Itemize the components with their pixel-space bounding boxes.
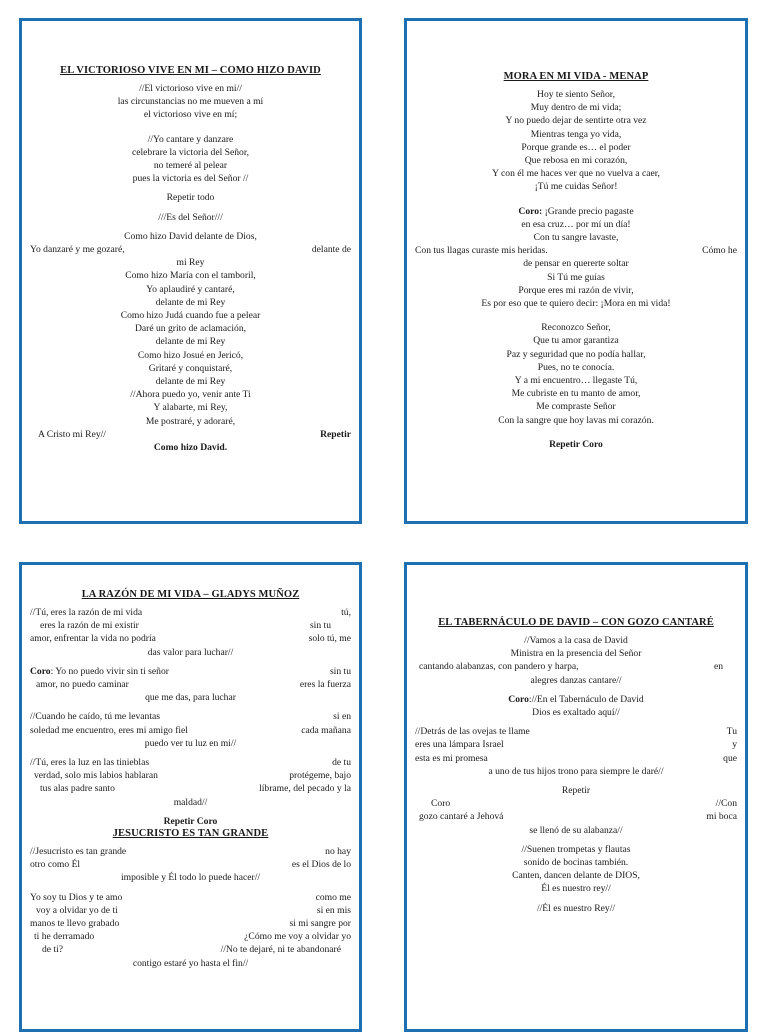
lyric-text: mi boca [706,811,737,823]
lyric-line: Que rebosa en mi corazón, [524,155,628,167]
lyric-line: Dios es exaltado aquí// [532,707,620,719]
lyric-text: A Cristo mi Rey// [38,428,106,440]
lyric-text: como me [315,891,351,903]
lyric-text: : Yo no puedo vivir sin ti señor [50,665,169,677]
lyric-line: das valor para luchar// [147,646,234,658]
lyric-line: Es por eso que te quiero decir: ¡Mora en mi vida! [481,298,671,310]
card-title: MORA EN MI VIDA - MENAP [503,71,649,82]
chorus-label: Coro: [518,205,543,217]
lyric-line: //Suenen trompetas y flautas [521,843,631,855]
lyric-line: //El victorioso vive en mi// [139,83,242,94]
lyric-line: Como hizo María con el tamboril, [125,270,256,282]
lyric-line: no temeré al pelear [153,160,228,172]
lyric-row [415,660,737,673]
lyric-text: Yo danzaré y me gozaré, [30,244,125,256]
lyric-row [30,858,351,871]
lyric-row [30,756,351,769]
lyric-line: Hoy te siento Señor, [537,89,615,100]
lyric-row [30,782,351,795]
lyric-row [415,810,737,823]
lyric-text: cada mañana [301,724,351,736]
lyric-text: si en [333,711,351,723]
lyric-text: de tu [332,757,351,769]
lyric-line: imposible y Él todo lo puede hacer// [120,872,261,884]
lyric-line: Repetir Coro [549,438,603,450]
lyric-line: puedo ver tu luz en mi// [144,737,237,749]
lyric-line: alegres danzas cantare// [530,674,622,686]
lyric-line: en esa cruz… por mí un día! [521,218,631,230]
lyric-line: Repetir todo [166,192,215,204]
lyric-text: //Tú, eres la razón de mi vida [30,607,143,618]
lyric-text: voy a olvidar yo de ti [36,904,118,916]
card-subtitle: JESUCRISTO ES TAN GRANDE [112,828,269,840]
lyric-line: Él es nuestro rey// [541,883,611,895]
lyric-line: Y alabarte, mi Rey, [153,402,228,414]
lyric-text: si en mis [316,904,351,916]
lyric-line: Que tu amor garantiza [533,335,619,347]
lyric-text: tú, [341,607,351,618]
lyric-text: líbrame, del pecado y la [259,783,351,795]
lyric-line: Y a mi encuentro… llegaste Tú, [514,375,638,387]
lyric-text: ti he derramado [34,931,95,943]
lyric-text: gozo cantaré a Jehová [419,811,504,823]
lyric-line: Paz y seguridad que no podía hallar, [506,348,646,360]
lyric-line: mi Rey [176,257,205,269]
lyric-text: Cómo he [702,245,737,257]
lyric-row [30,917,351,930]
lyric-line: a uno de tus hijos trono para siempre le daré// [488,765,664,777]
lyric-line: delante de mi Rey [155,296,226,308]
lyric-line: Reconozco Señor, [541,322,611,334]
lyric-text: Repetir [320,428,351,440]
lyric-row [415,738,737,751]
lyric-row [30,930,351,943]
lyric-text: eres la fuerza [299,679,351,691]
lyric-line [415,205,737,218]
lyric-text: que [723,752,737,764]
lyric-row [30,769,351,782]
chorus-label: Coro [30,665,51,677]
lyric-line: Y no puedo dejar de sentirte otra vez [505,115,647,127]
lyric-line: ¡Tú me cuidas Señor! [534,181,618,193]
lyric-text: sin tu [309,620,331,632]
lyric-text: eres la razón de mi existir [40,620,139,632]
lyric-text: de ti? [42,944,64,956]
lyric-row [30,710,351,723]
lyric-line: Muy dentro de mi vida; [530,102,622,114]
lyric-text [30,665,169,678]
lyric-line: Pues, no te conocía. [537,361,615,373]
lyric-line: Como hizo Judá cuando fue a pelear [120,310,261,322]
lyric-line: Gritaré y conquistaré, [148,362,233,374]
lyric-text: delante de [311,244,351,256]
lyric-text: //Jesucristo es tan grande [30,846,127,858]
lyric-text: Coro [431,798,451,810]
lyric-text: es el Dios de lo [291,859,351,871]
lyric-line: maldad// [173,796,208,808]
lyric-text: ¿Cómo me voy a olvidar yo [244,931,351,943]
lyric-row [415,725,737,738]
lyric-row [30,943,351,956]
lyrics-card-1 [19,18,362,524]
lyric-row [30,243,351,256]
lyric-line: las circunstancias no me mueven a mí [117,96,264,108]
lyrics-card-3 [19,562,362,1032]
lyric-line: celebrare la victoria del Señor, [131,146,250,158]
lyric-row [30,619,351,632]
lyric-text: //Tú, eres la luz en las tinieblas [30,757,150,769]
lyric-line: Porque grande es… el poder [521,141,631,153]
lyric-line: ///Es del Señor/// [158,211,223,223]
lyric-row [30,428,351,441]
lyric-row [415,797,737,810]
card-title: EL TABERNÁCULO DE DAVID – CON GOZO CANTARÉ [438,617,714,628]
lyric-line: Yo aplaudiré y cantaré, [146,283,235,295]
lyric-text: ://En el Tabernáculo de David [528,693,644,705]
lyric-line: Canten, dancen delante de DIOS, [512,870,640,882]
lyric-line: Como hizo David delante de Dios, [124,230,257,242]
lyric-text: Con tus llagas curaste mis heridas. [415,245,548,257]
lyric-line: de pensar en quererte soltar [523,258,629,270]
lyric-text: solo tú, me [308,633,351,645]
lyric-text: amor, no puedo caminar [36,679,129,691]
lyric-row [30,724,351,737]
lyric-line: Mientras tenga yo vida, [530,128,622,140]
lyric-line: Me compraste Señor [536,401,616,413]
lyrics-card-2 [404,18,748,524]
lyric-text: no hay [325,846,351,858]
lyric-text: eres una lámpara Israel [415,739,504,751]
lyrics-card-4 [404,562,748,1032]
lyric-text: Yo soy tu Dios y te amo [30,891,123,903]
lyric-text: en [713,661,723,673]
lyric-line: delante de mi Rey [155,336,226,348]
lyric-line: sonido de bocinas también. [523,857,629,869]
lyric-text: Tu [726,726,737,738]
lyric-text: protégeme, bajo [289,770,351,782]
lyric-line: el victorioso vive en mí; [143,109,238,121]
lyric-text: esta es mi promesa [415,752,488,764]
lyric-row [30,891,351,904]
lyric-line: //Vamos a la casa de David [524,635,628,646]
lyric-line: Porque eres mi razón de vivir, [518,284,634,296]
lyric-row [415,752,737,765]
lyric-line: pues la victoria es del Señor // [132,173,249,185]
lyric-line: Con la sangre que hoy lavas mi corazón. [498,414,654,426]
lyric-line: Con tu sangre lavaste, [533,232,619,244]
lyric-text: //No te dejaré, ni te abandonaré [220,944,341,956]
lyric-row [415,244,737,257]
lyric-text: soledad me encuentro, eres mi amigo fiel [30,724,188,736]
lyric-row [30,845,351,858]
lyric-line: Ministra en la presencia del Señor [510,648,642,660]
lyric-line: //Yo cantare y danzare [147,133,234,145]
lyric-text: cantando alabanzas, con pandero y harpa, [419,661,579,673]
lyric-line: que me das, para luchar [145,692,236,704]
lyric-text: tus alas padre santo [40,783,115,795]
lyric-text: manos te llevo grabado [30,918,120,930]
lyric-text: ¡Grande precio pagaste [542,205,634,217]
lyric-line: Si Tú me guías [547,271,605,283]
lyric-line: //Ahora puedo yo, venir ante Ti [130,389,251,401]
lyric-line: Repetir Coro [163,815,218,827]
lyric-row [30,904,351,917]
lyric-text: si mi sangre por [289,918,351,930]
lyric-line: contigo estaré yo hasta el fin// [132,957,249,969]
lyric-row [30,678,351,691]
lyric-text: //Detrás de las ovejas te llame [415,726,530,738]
lyric-line: Me postraré, y adoraré, [145,415,236,427]
lyric-text: amor, enfrentar la vida no podría [30,633,156,645]
lyric-text: verdad, solo mis labios hablaran [34,770,158,782]
lyric-line: delante de mi Rey [155,376,226,388]
card-title: EL VICTORIOSO VIVE EN MI – COMO HIZO DAVID [60,65,321,76]
lyric-text: sin tu [329,665,351,677]
card-title: LA RAZÓN DE MI VIDA – GLADYS MUÑOZ [81,589,300,600]
chorus-label: Coro [508,693,529,705]
lyric-line [415,693,737,706]
lyric-text: y [732,739,737,751]
lyric-line: Repetir [561,785,591,797]
lyric-line: se llenó de su alabanza// [529,824,623,836]
lyric-line: Y con él me haces ver que no vuelva a caer, [492,168,660,180]
lyric-text: //Cuando he caído, tú me levantas [30,711,161,723]
lyric-row [30,665,351,678]
lyric-line: Me cubriste en tu manto de amor, [511,388,641,400]
lyric-row [30,606,351,619]
lyric-row [30,632,351,645]
lyric-text: //Con [715,798,737,810]
lyric-line: Como hizo Josué en Jericó, [137,349,244,361]
lyric-line: Como hizo David. [153,442,228,454]
lyric-text: otro como Él [30,859,81,871]
lyric-line: Daré un grito de aclamación, [134,323,247,335]
lyric-line: //Él es nuestro Rey// [536,902,616,914]
